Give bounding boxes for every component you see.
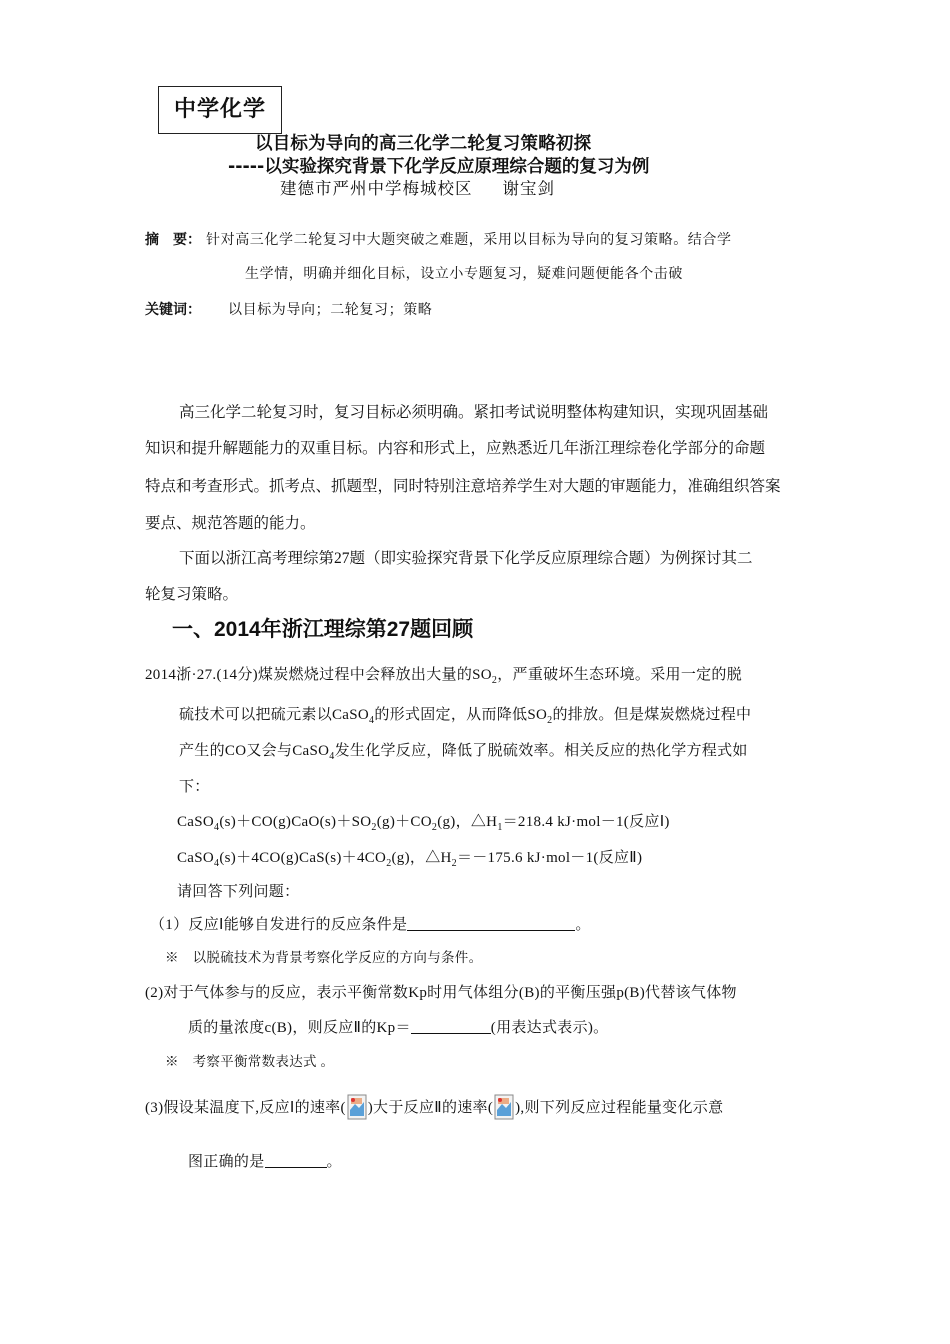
sub-question-3-line2: 图正确的是 。 [188,1154,342,1170]
title-subtitle: -----以实验探究背景下化学反应原理综合题的复习为例 [228,157,650,177]
question-prompt: 请回答下列问题： [177,884,300,900]
sub-question-2-line2: 质的量浓度c(B)，则反应Ⅱ的Kp＝ (用表达式表示)。 [188,1020,609,1036]
sub-question-2-line1: (2)对于气体参与的反应，表示平衡常数Kp时用气体组分(B)的平衡压强p(B)代替该气体物 [145,985,737,1001]
equation-reaction-1: $CaSO_4(s)+CO(g)CaO(s)+SO_2(g)+CO_2(g)$，$\triangle H_1=218.4$ kJ·mol－1(反应Ⅰ) [177,814,670,833]
abstract-label: 摘 要： [145,232,201,248]
answer-blank [411,1019,491,1034]
section-heading: 一、2014年浙江理综第27题回顾 [172,618,474,641]
body-paragraph-2-line2: 轮复习策略。 [145,586,239,603]
sub-question-3-line1: (3)假设某温度下,反应Ⅰ的速率( )大于反应Ⅱ的速率( ),则下列反应过程能量变化示意 [145,1094,723,1120]
broken-image-icon [494,1094,514,1120]
answer-blank [265,1153,327,1168]
body-paragraph-1-line1: 高三化学二轮复习时，复习目标必须明确。紧扣考试说明整体构建知识，实现巩固基础 [179,404,769,421]
question-intro-line4: 下： [179,779,210,795]
sub-question-1: （1）反应Ⅰ能够自发进行的反应条件是 。 [150,917,591,933]
question-intro-line3: 产生的CO又会与CaSO$_4$发生化学反应，降低了脱硫效率。相关反应的热化学方程式如 [179,743,748,762]
broken-image-icon [347,1094,367,1120]
stamp-box: 中学化学 [158,86,282,134]
keywords-text: 以目标为导向；二轮复习；策略 [228,302,433,318]
equation-reaction-2: $CaSO_4(s)+4CO(g)CaS(s)+4CO_2(g)$，$\triangle H_2=-175.6$ kJ·mol－1(反应Ⅱ) [177,850,643,869]
title-main: 以目标为导向的高三化学二轮复习策略初探 [255,134,592,154]
author-school: 建德市严州中学梅城校区 [280,179,473,198]
body-paragraph-1-line2: 知识和提升解题能力的双重目标。内容和形式上，应熟悉近几年浙江理综卷化学部分的命题 [145,440,766,457]
keywords-label: 关键词： [145,302,201,318]
author-name: 谢宝剑 [502,179,555,198]
body-paragraph-1-line3: 特点和考查形式。抓考点、抓题型，同时特别注意培养学生对大题的审题能力，准确组织答案 [145,478,781,495]
abstract-text-line1: 针对高三化学二轮复习中大题突破之难题，采用以目标为导向的复习策略。结合学 [206,232,732,248]
note-1: ※ 以脱硫技术为背景考察化学反应的方向与条件。 [165,950,483,965]
body-paragraph-1-line4: 要点、规范答题的能力。 [145,515,316,532]
question-intro-line2: 硫技术可以把硫元素以CaSO$_4$的形式固定，从而降低$SO_2$的排放。但是煤炭燃烧过程中 [179,707,752,726]
author-line [280,175,555,199]
answer-blank [407,916,575,931]
note-2: ※ 考察平衡常数表达式 。 [165,1054,335,1069]
body-paragraph-2-line1: 下面以浙江高考理综第27题（即实验探究背景下化学反应原理综合题）为例探讨其二 [179,550,753,567]
question-intro-line1: 2014浙·27.(14分)煤炭燃烧过程中会释放出大量的$SO_2$，严重破坏生态环境。采用一定的脱 [145,667,743,686]
abstract-text-line2: 生学情，明确并细化目标，设立小专题复习，疑难问题便能各个击破 [245,266,683,282]
